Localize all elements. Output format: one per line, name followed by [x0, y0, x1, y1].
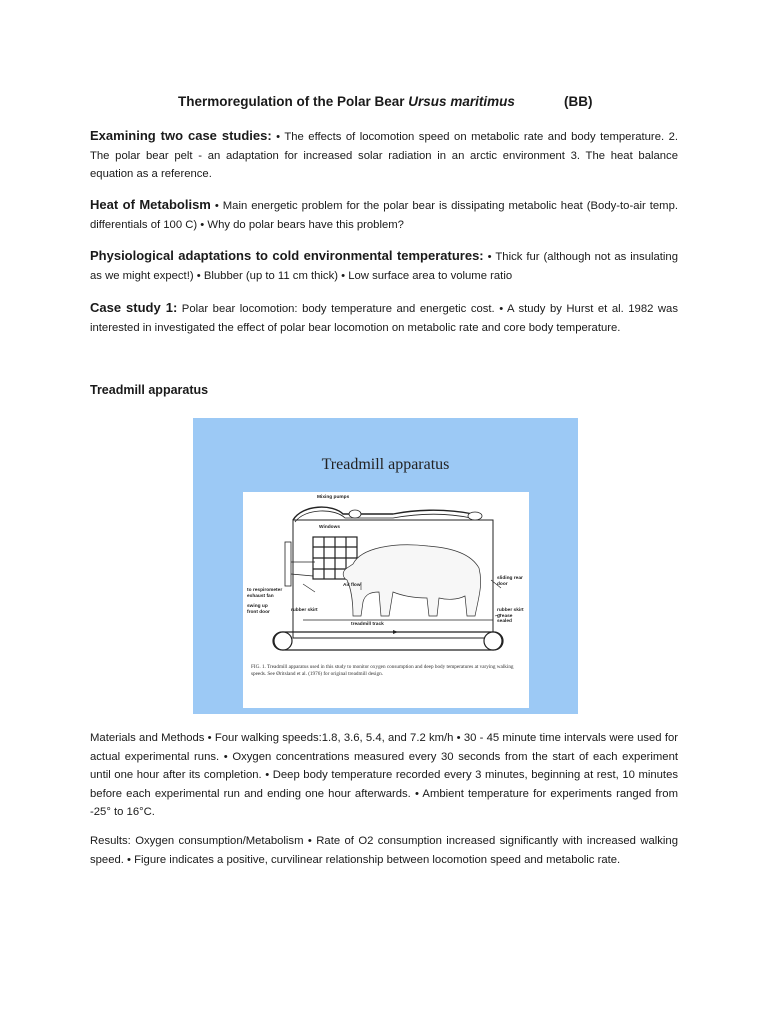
paragraph-results: Results: Oxygen consumption/Metabolism • Rate of O2 consumption increased significantly with increased walking speed. • Figure indicates a positive, curvilinear relationship between locomotion speed and metabolic rate. [90, 835, 678, 866]
figure-caption: FIG. 1. Treadmill apparatus used in this study to monitor oxygen consumption and deep body temperatures at varying walking speeds. See Øritsland et al. (1976) for original treadmill design. [251, 664, 514, 677]
text-case1: Polar bear locomotion: body temperature and energetic cost. • A study by Hurst et al. 1982 was interested in investigated the effect of polar bear locomotion on metabolic rate and core body temperature. [90, 303, 678, 334]
text-metabolism: • Main energetic problem for the polar bear is dissipating metabolic heat (Body-to-air temp. differentials of 100 C) • Why do polar bears have this problem? [90, 200, 678, 231]
label-air-flow: Air flow [343, 583, 361, 588]
subheading-treadmill: Treadmill apparatus [90, 383, 209, 397]
label-windows: Windows [319, 525, 341, 530]
label-sliding-rear: sliding rear door [497, 576, 523, 587]
heading-metabolism: Heat of Metabolism [90, 197, 211, 212]
paragraph-case-studies [90, 127, 678, 184]
heading-case1: Case study 1: [90, 300, 178, 315]
document-title [178, 94, 608, 109]
treadmill-roller-right [484, 632, 502, 650]
figure-treadmill [193, 418, 578, 714]
respirometer-column [285, 542, 291, 586]
label-rubber-skirt: rubber skirt [291, 608, 318, 613]
paragraph-methods: Materials and Methods • Four walking speeds:1.8, 3.6, 5.4, and 7.2 km/h • 30 - 45 minute time intervals were used for actual experimental runs. • Oxygen concentrations measured every 30 seconds from the start of each experiment until one hour after its completion. • Deep body temperature recorded every 3 minutes, beginning at rest, 10 minutes before each experimental run and ending one hour afterwards. • Ambient temperature for experiments ranged from -25° to 16°C. [90, 732, 678, 818]
title-species: Ursus maritimus [408, 94, 515, 109]
label-treadmill-track: treadmill track [351, 622, 384, 627]
paragraph-case1 [90, 299, 678, 337]
title-tag: (BB) [564, 94, 593, 109]
label-to-respirometer: to respirometer exhaust fan [247, 588, 283, 599]
paragraph-metabolism [90, 196, 678, 234]
title-main: Thermoregulation of the Polar Bear [178, 94, 409, 109]
mixing-pump [349, 510, 361, 518]
treadmill-roller-left [274, 632, 292, 650]
heading-case-studies: Examining two case studies: [90, 128, 272, 143]
label-swing-up: swing up front door [247, 604, 270, 615]
figure-title: Treadmill apparatus [321, 456, 450, 473]
figure-diagram [243, 492, 529, 708]
paragraph-adaptations [90, 247, 678, 285]
heading-adaptations: Physiological adaptations to cold environmental temperatures: [90, 248, 484, 263]
text-adaptations: • Thick fur (although not as insulating as we might expect!) • Blubber (up to 11 cm thick) • Low surface area to volume ratio [90, 251, 678, 282]
text-case-studies: • The effects of locomotion speed on metabolic rate and body temperature. 2. The polar bear pelt - an adaptation for increased solar radiation in an arctic environment 3. The heat balance equation as a reference. [90, 131, 678, 180]
treadmill-track [273, 632, 503, 650]
label-mixing-pumps: Mixing pumps [317, 495, 350, 500]
polar-bear-outline [343, 545, 480, 616]
label-rubber-skirt-grease: rubber skirt grease sealed [497, 608, 524, 625]
